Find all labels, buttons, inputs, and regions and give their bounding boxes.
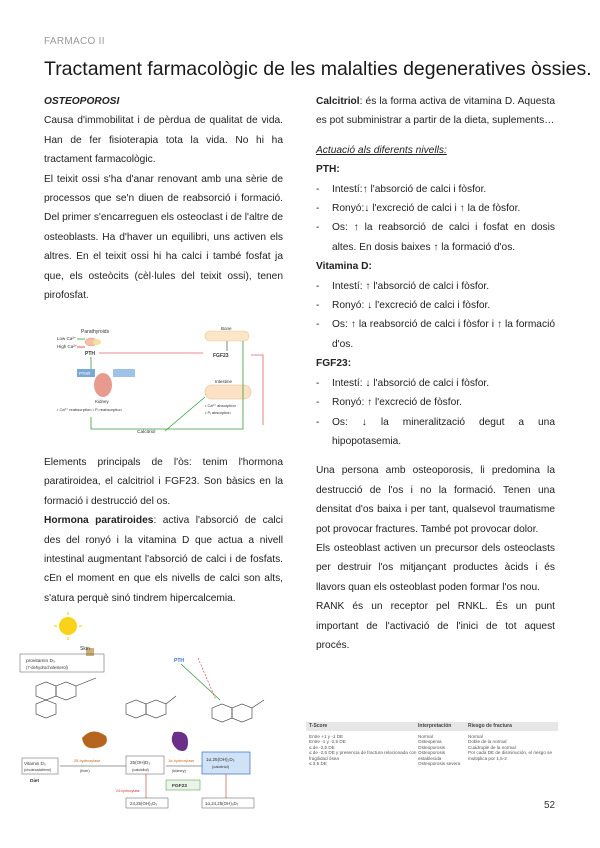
table-cell: Osteoporosis severa — [418, 761, 461, 767]
interpretation-col — [418, 734, 468, 766]
table-cell: Normal — [468, 734, 483, 739]
pth-item-1: Intestí:↑ l'absorció de calci i fòsfor. — [332, 183, 487, 195]
fig2-25ohd3: 25(OH)D₃ — [130, 760, 151, 765]
bone-icon — [205, 331, 249, 341]
pth-item-3: Os: ↑ la reabsorció de calci i fosfat en dosis altes. En dosis baixes ↑ la formació d'os. — [332, 222, 555, 253]
fgf-item-2: Ronyó: ↑ l'excreció de fòsfor. — [332, 397, 462, 409]
fgf-item-1: Intestí: ↓ l'absorció de calci i fòsfor. — [332, 377, 490, 389]
table-cell: ≤ de -2,5 DE y presencia de fractura relacionada con fragilidad ósea — [309, 750, 417, 761]
paragraph-bone-elements: Elements principals de l'òs: tenim l'hormona paratiroidea, el calcitriol i FGF23. Son bàsics en la formació i destrucció del os. — [44, 457, 283, 507]
paragraph-intro: Causa d'immobilitat i de pèrdua de qualitat de vida. Han de fer fisioterapia tota la vida. No hi ha tractament farmacològic. — [44, 115, 283, 166]
fig1-intestine-label: Intestine — [215, 379, 233, 384]
section-title-osteoporosi: OSTEOPOROSI — [44, 96, 120, 107]
interpretation-col-header: Interpretación — [418, 722, 452, 729]
list-item: - Ronyó: ↑ l'excreció de fòsfor. — [316, 393, 555, 412]
vitd-item-3: Os: ↑ la reabsorció de calci i fòsfor i ↑ la formació d'os. — [332, 319, 555, 350]
pth-term: Hormona paratiroides — [44, 515, 154, 527]
fig2-vitd3: Vitamin D₃ — [24, 761, 46, 766]
fig1-pth-label: PTH — [85, 351, 95, 357]
fig1-ca-absorption: • Ca²⁺ absorption — [205, 403, 236, 408]
table-cell: Osteopenia — [418, 739, 442, 745]
page-title: Tractament farmacològic de les malalties degeneratives òssies. — [44, 58, 592, 80]
table-cell: Cuádruple de la normal — [468, 744, 516, 750]
steroid-structure-2 — [126, 696, 176, 718]
fig2-calcitriol: 1α,25(OH)₂D₃ — [206, 757, 235, 762]
spacer — [316, 451, 555, 461]
fig2-12425: 1α,24,25(OH)₃D₃ — [205, 801, 239, 806]
fig2-calcitriolb: (calcitriol) — [212, 764, 230, 769]
table-cell: ≤ de -2,5 DE — [309, 744, 335, 750]
right-column — [316, 92, 555, 655]
fig1-p-absorption: • Pᵢ absorption — [205, 410, 231, 415]
fig1-fgf-to-calcitriol — [251, 355, 263, 425]
fig2-1ahydroxylase: 1α-hydroxylase — [168, 758, 195, 763]
list-item: - Intestí: ↓ l'absorció de calci i fòsfor. — [316, 374, 555, 393]
running-header: FARMACO II — [44, 36, 105, 47]
paragraph-osteoporosis-effects: Una persona amb osteoporosis, li predomina la destrucció de l'os i no la formació. Tenen una densitat d'os baixa i per tant, qualsevol traumatisme pot provocar fractures. També pot provocar dolor. — [316, 465, 555, 535]
kidney-icon — [94, 373, 112, 397]
tscore-table-body — [306, 731, 558, 766]
fig1-reabsorption: • Ca²⁺ reabsorption • Pᵢ reabsorption — [57, 407, 122, 412]
fgf-item-3: Os: ↓ la mineralització degut a una hipopotasemia. — [332, 416, 555, 447]
table-cell: Osteoporosis — [418, 744, 446, 750]
table-cell: Entre -1 y -2,5 DE — [309, 739, 346, 745]
sun-icon — [59, 617, 77, 635]
table-cell: Por cada DE de disminución, el riesgo se multiplica por 1,5-2 — [468, 750, 553, 761]
fig2-24hydroxylase: 24-hydroxylase — [116, 789, 140, 793]
fig1-parathyroids: Parathyroids — [81, 329, 110, 335]
fig1-high-ca: High Ca²⁺ — [57, 344, 78, 349]
fig2-provitamin2: (7-dehydrocholesterol) — [26, 665, 68, 670]
liver-icon — [82, 731, 107, 748]
vitd-heading: Vitamina D: — [316, 261, 372, 273]
vitd-item-2: Ronyó: ↓ l'excreció de calci i fòsfor. — [332, 300, 491, 312]
kidney-icon-fig2 — [172, 732, 188, 751]
list-item: - Os: ↑ la reabsorció de calci i fòsfor i ↑ la formació d'os. — [316, 315, 555, 354]
tscore-table-header — [306, 722, 558, 731]
table-cell: Doble de la normal — [468, 739, 507, 745]
calcitriol-term: Calcitriol — [316, 96, 360, 107]
calcitriol-definition: : és la forma activa de vitamina D. Aquesta es pot subministrar a partir de la dieta, suplements… — [316, 96, 555, 127]
pth-item-2: Ronyó:↓ l'excreció de calci i ↑ la de fòsfor. — [332, 203, 521, 215]
list-item: - Intestí:↑ l'absorció de calci i fòsfor. — [316, 180, 555, 199]
fig2-calcitriol-box — [202, 752, 250, 774]
risk-col-header: Riesgo de fractura — [468, 722, 512, 729]
fig2-feedback-arrow — [198, 658, 216, 700]
risk-col — [468, 734, 558, 766]
fig1-calcitriol-to-intestine — [165, 397, 205, 431]
fig2-kidney: (kidney) — [172, 768, 186, 773]
paragraph-calcitriol — [316, 92, 555, 131]
fig2-liver: (liver) — [80, 768, 90, 773]
fig2-fgf23: FGF23 — [172, 784, 187, 789]
figure-pth-regulation — [55, 325, 273, 443]
table-cell: ≤ 3,5 DE — [309, 761, 327, 767]
list-item: - Ronyó: ↓ l'excreció de calci i fòsfor. — [316, 296, 555, 315]
fig1-bone-label: Bone — [221, 326, 232, 331]
fgf23-heading: FGF23: — [316, 358, 352, 370]
fig1-low-ca: Low Ca²⁺ — [57, 336, 77, 341]
fig2-25hydroxylase: 25-hydroxylase — [74, 758, 101, 763]
fig1-fgf23-label: FGF23 — [213, 353, 229, 359]
list-item: - Ronyó:↓ l'excreció de calci i ↑ la de fòsfor. — [316, 199, 555, 218]
fig2-provitamin: provitamin D₃ — [26, 659, 55, 664]
fig1-calcitriol-label: Calcitriol — [137, 430, 156, 435]
fig2-calcidiol: (calcidiol) — [132, 767, 149, 772]
fig2-2425: 24,25(OH)₂D₃ — [130, 801, 158, 806]
fig2-vitd3b: (cholecalciferol) — [24, 767, 52, 772]
pth-heading: PTH: — [316, 164, 340, 176]
list-item: - Os: ↓ la mineralització degut a una hipopotasemia. — [316, 413, 555, 452]
steroid-structure-1 — [36, 678, 96, 718]
paragraph-remodeling: El teixit ossi s'ha d'anar renovant amb una sèrie de processos que se'n diuen de reabsorció i formació. Del primer s'encarreguen els osteoclast i de l'altre de osteoblasts. Ha d'haver un equilibri, uns activen els altres. En el teixit ossi hi ha calci i també fosfat ja que, els osteòcits (cèl·lules del teixit ossi), tenen pirofosfat. — [44, 173, 283, 302]
paragraph-rank: RANK és un receptor pel RNKL. És un punt important de l'activació de l'inici de tot aquest procés. — [316, 601, 555, 651]
left-column — [44, 92, 283, 305]
fig2-pth-arrow — [181, 664, 220, 700]
fig2-skin-label: Skin — [80, 646, 90, 652]
table-cell: Normal — [418, 734, 433, 739]
fig2-diet-label: Diet — [30, 779, 40, 784]
list-item: - Os: ↑ la reabsorció de calci i fosfat en dosis altes. En dosis baixes ↑ la formació d'os. — [316, 218, 555, 257]
left-column-lower — [44, 453, 283, 608]
figure-vitamin-d-metabolism — [16, 612, 278, 812]
fig1-receptor-box — [113, 369, 135, 377]
parathyroid-gland-icon-2 — [93, 339, 101, 345]
vitd-item-1: Intestí: ↑ l'absorció de calci i fòsfor. — [332, 280, 490, 292]
figure-tscore-table — [306, 722, 558, 786]
pth-definition: : activa l'absorció de calci des del ronyó i la vitamina D que actua a nivell intestinal augmentant l'absorció de calci i de fosfats. cEn el moment en que els nivells de calci son alts, s'atura perquè sinó tindrem hipercalcemia. — [44, 515, 283, 604]
tscore-col-header: T-Score — [309, 722, 328, 729]
levels-heading: Actuació als diferents nivells: — [316, 144, 447, 156]
steroid-structure-3 — [212, 700, 264, 722]
paragraph-pth — [44, 511, 283, 608]
fig1-pthr-label: PTHR — [79, 371, 91, 376]
fig2-pth-label: PTH — [174, 658, 184, 664]
page-number: 52 — [544, 800, 556, 811]
table-cell: Entre +1 y -1 DE — [309, 734, 344, 739]
fig1-kidney-label: Kidney — [95, 399, 109, 404]
tscore-col — [306, 734, 418, 766]
intestine-icon — [205, 385, 251, 399]
paragraph-osteoblasts: Els osteoblast activen un precursor dels osteoclasts per destruir l'os mitjançant productes àcids i és llavors quan els osteoblast poden formar l'os nou. — [316, 542, 555, 593]
table-cell: Osteoporosis establecida — [418, 750, 446, 761]
spacer — [316, 131, 555, 141]
list-item: - Intestí: ↑ l'absorció de calci i fòsfor. — [316, 277, 555, 296]
